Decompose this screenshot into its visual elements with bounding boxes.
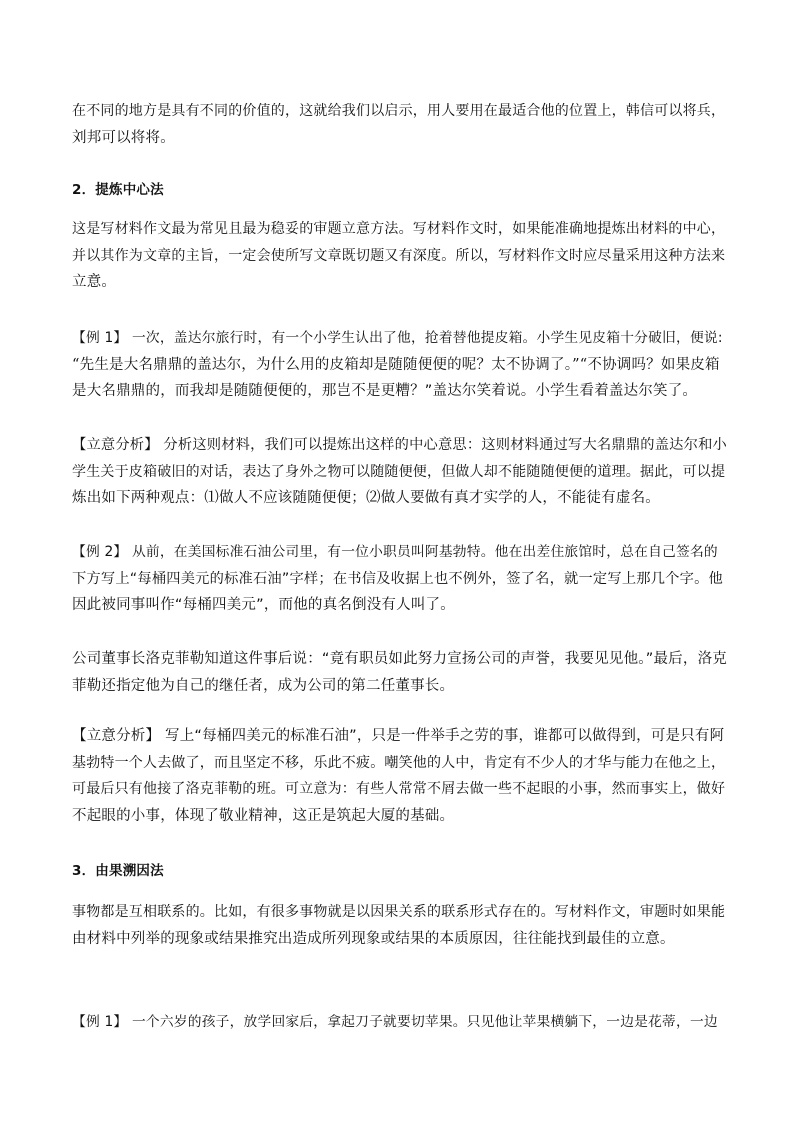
text-line: 【例 1】 一次，盖达尔旅行时，有一个小学生认出了他，抢着替他提皮箱。小学生见皮箱十分破旧，便说:: [72, 330, 723, 346]
text-line: 并以其作为文章的主旨，一定会使所写文章既切题又有深度。所以，写材料作文时应尽量采用这种方法来: [72, 247, 726, 264]
example-1-paragraph: [72, 325, 728, 405]
analysis-1-paragraph: [72, 432, 728, 512]
example-3-paragraph: [72, 1009, 728, 1036]
text-line: 刘邦可以将将。: [72, 129, 175, 146]
text-line: 事物都是互相联系的。比如，有很多事物就是以因果关系的联系形式存在的。写材料作文，审题时如果能: [72, 904, 726, 920]
text-line: 由材料中列举的现象或结果推究出造成所列现象或结果的本质原因，往往能找到最佳的立意。: [72, 930, 675, 947]
text-line: 【例 2】 从前，在美国标准石油公司里，有一位小职员叫阿基勃特。他在出差住旅馆时，总在自己签名的: [72, 544, 718, 560]
text-line: 在不同的地方是具有不同的价值的，这就给我们以启示，用人要用在最适合他的位置上，韩信可以将兵，: [72, 103, 726, 119]
text-line: “先生是大名鼎鼎的盖达尔，为什么用的皮箱却是随随便便的呢？太不协调了。”“不协调吗？如果皮箱: [72, 356, 720, 373]
text-line: 【立意分析】 分析这则材料，我们可以提炼出这样的中心意思：这则材料通过写大名鼎鼎的盖达尔和小: [72, 437, 727, 453]
text-line: 立意。: [72, 274, 117, 290]
example-2-paragraph: [72, 539, 728, 619]
text-line: 是大名鼎鼎的，而我却是随随便便的，那岂不是更糟？”盖达尔笑着说。小学生看着盖达尔笑了。: [72, 383, 698, 399]
paragraph-3: [72, 899, 728, 952]
text-line: 可最后只有他接了洛克菲勒的班。可立意为：有些人常常不屑去做一些不起眼的小事，然而事实上，做好: [72, 781, 726, 797]
section-heading-2: 2．提炼中心法: [72, 182, 164, 198]
text-line: 【例 1】 一个六岁的孩子，放学回家后，拿起刀子就要切苹果。只见他让苹果横躺下，一边是花蒂，一边: [72, 1014, 718, 1030]
paragraph-1: [72, 98, 728, 151]
paragraph-2: [72, 216, 728, 296]
text-line: 学生关于皮箱破旧的对话，表达了身外之物可以随随便便，但做人却不能随随便便的道理。据此，可以提: [72, 463, 726, 480]
text-line: 炼出如下两种观点：⑴做人不应该随随便便；⑵做人要做有真才实学的人，不能徒有虚名。: [72, 490, 660, 506]
analysis-2-paragraph: [72, 723, 728, 829]
text-line: 公司董事长洛克菲勒知道这件事后说：“竟有职员如此努力宣扬公司的声誉，我要见见他。”最后，洛克: [72, 651, 727, 667]
text-line: 【立意分析】 写上“每桶四美元的标准石油”，只是一件举手之劳的事，谁都可以做得到，可是只有阿: [72, 728, 725, 744]
text-line: 不起眼的小事，体现了敬业精神，这正是筑起大厦的基础。: [72, 807, 455, 824]
text-line: 这是写材料作文最为常见且最为稳妥的审题立意方法。写材料作文时，如果能准确地提炼出材料的中心，: [72, 221, 726, 237]
text-line: 因此被同事叫作“每桶四美元”，而他的真名倒没有人叫了。: [72, 597, 455, 613]
text-line: 下方写上“每桶四美元的标准石油”字样；在书信及收据上也不例外，签了名，就一定写上那几个字。他: [72, 570, 723, 587]
text-line: 基勃特一个人去做了，而且坚定不移，乐此不疲。嘲笑他的人中，肯定有不少人的才华与能力在他之上，: [72, 754, 726, 771]
text-line: 菲勒还指定他为自己的继任者，成为公司的第二任董事长。: [72, 677, 455, 694]
paragraph-chairman: [72, 646, 728, 699]
section-heading-3: 3．由果溯因法: [72, 863, 164, 879]
